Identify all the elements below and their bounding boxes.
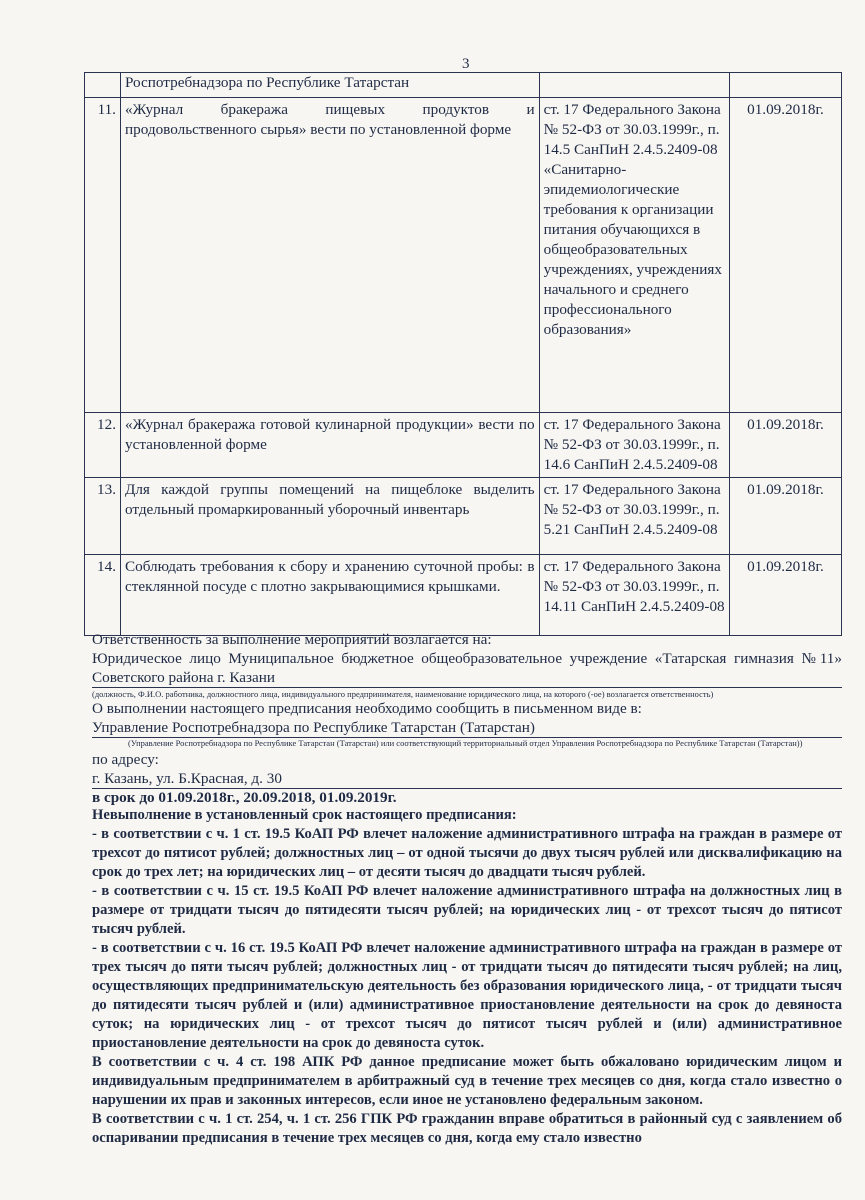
cell-date: 01.09.2018г. bbox=[729, 478, 841, 555]
responsible-caption: (должность, Ф.И.О. работника, должностного лица, индивидуального предпринимателя, наименование юридического лица, на которого (-ое) возлагается ответственность) bbox=[92, 689, 714, 699]
table-row bbox=[85, 98, 842, 413]
legal-notes bbox=[92, 806, 842, 1148]
address: г. Казань, ул. Б.Красная, д. 30 bbox=[92, 769, 842, 789]
report-label: О выполнении настоящего предписания необходимо сообщить в письменном виде в: bbox=[92, 700, 642, 717]
cell-text: Роспотребнадзора по Республике Татарстан bbox=[120, 73, 539, 98]
cell-text: «Журнал бракеража готовой кулинарной продукции» вести по установленной форме bbox=[120, 413, 539, 478]
note-paragraph: Невыполнение в установленный срок настоящего предписания: bbox=[92, 807, 517, 823]
cell-text: Для каждой группы помещений на пищеблоке выделить отдельный промаркированный уборочный инвентарь bbox=[120, 478, 539, 555]
cell-text: Соблюдать требования к сбору и хранению суточной пробы: в стеклянной посуде с плотно закрывающимися крышками. bbox=[120, 555, 539, 636]
cell-law: ст. 17 Федерального Закона № 52-ФЗ от 30.03.1999г., п. 14.6 СанПиН 2.4.5.2409-08 bbox=[539, 413, 729, 478]
cell-num bbox=[85, 73, 121, 98]
deadline: в срок до 01.09.2018г., 20.09.2018, 01.09.2019г. bbox=[92, 789, 397, 806]
requirements-table bbox=[84, 72, 842, 636]
cell-num: 13. bbox=[85, 478, 121, 555]
cell-num: 11. bbox=[85, 98, 121, 413]
page-number: 3 bbox=[462, 56, 470, 72]
table-row bbox=[85, 73, 842, 98]
cell-date: 01.09.2018г. bbox=[729, 98, 841, 413]
note-paragraph: - в соответствии с ч. 1 ст. 19.5 КоАП РФ влечет наложение административного штрафа на граждан в размере от трехсот до пятисот рублей; должностных лиц – от одной тысячи до двух тысяч рублей или дисквалификацию на срок до трех лет; на юридических лиц – от десяти тысяч до двадцати тысяч рублей. bbox=[92, 826, 842, 880]
responsible-entity: Юридическое лицо Муниципальное бюджетное общеобразовательное учреждение «Татарская гимназия №11» Советского района г. Казани bbox=[92, 650, 842, 686]
responsibility-label: Ответственность за выполнение мероприятий возлагается на: bbox=[92, 631, 492, 648]
cell-law bbox=[539, 73, 729, 98]
cell-date: 01.09.2018г. bbox=[729, 555, 841, 636]
cell-num: 12. bbox=[85, 413, 121, 478]
note-paragraph: В соответствии с ч. 4 ст. 198 АПК РФ данное предписание может быть обжаловано юридическим лицом и индивидуальным предпринимателем в арбитражный суд в течение трех месяцев со дня, когда стало известно о нарушении их прав и законных интересов, если иное не установлено федеральным законом. bbox=[92, 1054, 842, 1108]
table-row bbox=[85, 555, 842, 636]
cell-law: ст. 17 Федерального Закона № 52-ФЗ от 30.03.1999г., п. 5.21 СанПиН 2.4.5.2409-08 bbox=[539, 478, 729, 555]
report-caption: (Управление Роспотребнадзора по Республике Татарстан (Татарстан) или соответствующий территориальный отдел Управления Роспотребнадзора по Республике Татарстан (Татарстан)) bbox=[128, 738, 803, 748]
table-row bbox=[85, 413, 842, 478]
cell-date bbox=[729, 73, 841, 98]
table-row bbox=[85, 478, 842, 555]
address-label: по адресу: bbox=[92, 751, 159, 768]
note-paragraph: В соответствии с ч. 1 ст. 254, ч. 1 ст. 256 ГПК РФ гражданин вправе обратиться в районный суд с заявлением об оспаривании предписания в течение трех месяцев со дня, когда ему стало известно bbox=[92, 1111, 842, 1146]
cell-law: ст. 17 Федерального Закона № 52-ФЗ от 30.03.1999г., п. 14.11 СанПиН 2.4.5.2409-08 bbox=[539, 555, 729, 636]
note-paragraph: - в соответствии с ч. 15 ст. 19.5 КоАП РФ влечет наложение административного штрафа на должностных лиц в размере от тридцати тысяч до пятидесяти тысяч рублей; на юридических лиц - от трехсот тысяч до пятисот тысяч рублей. bbox=[92, 883, 842, 937]
cell-date: 01.09.2018г. bbox=[729, 413, 841, 478]
note-paragraph: - в соответствии с ч. 16 ст. 19.5 КоАП РФ влечет наложение административного штрафа на граждан в размере от трех тысяч до пяти тысяч рублей; должностных лиц - от тридцати тысяч до пятидесяти тысяч рублей; на лиц, осуществляющих предпринимательскую деятельность без образования юридического лица, - от тридцати тысяч до пятидесяти тысяч рублей и (или) административное приостановление деятельности на срок до девяноста суток; на юридических лиц - от трехсот тысяч до пятисот тысяч рублей и (или) административное приостановление деятельности на срок до девяноста суток. bbox=[92, 940, 842, 1051]
cell-num: 14. bbox=[85, 555, 121, 636]
cell-text: «Журнал бракеража пищевых продуктов и продовольственного сырья» вести по установленной форме bbox=[120, 98, 539, 413]
report-org: Управление Роспотребнадзора по Республике Татарстан (Татарстан) bbox=[92, 718, 842, 738]
cell-law: ст. 17 Федерального Закона № 52-ФЗ от 30.03.1999г., п. 14.5 СанПиН 2.4.5.2409-08 «Санитарно-эпидемиологические требования к организации питания обучающихся в общеобразовательных учреждениях, учреждениях начального и среднего профессионального образования» bbox=[539, 98, 729, 413]
